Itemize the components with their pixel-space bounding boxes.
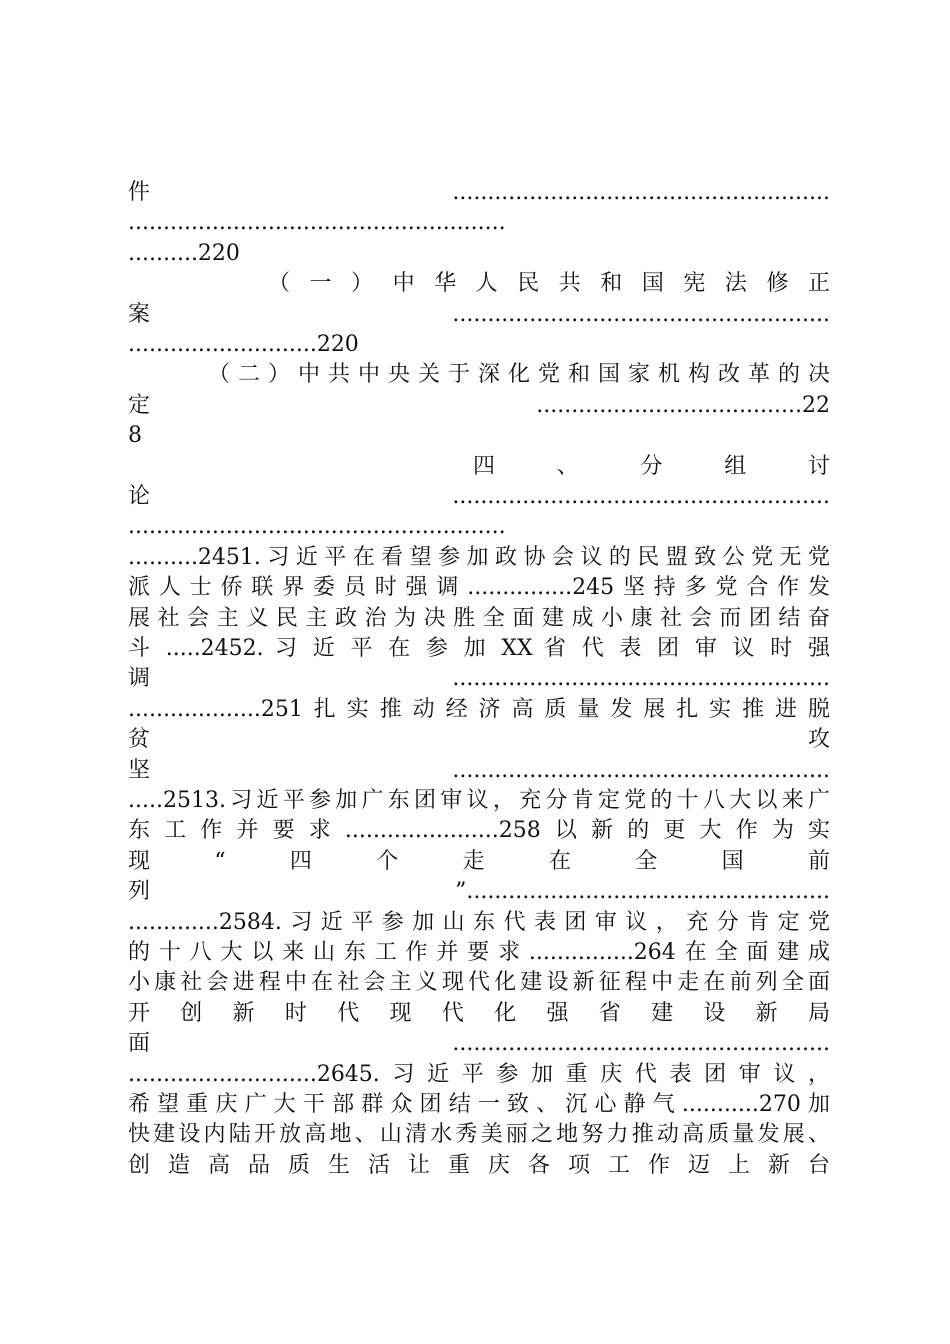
toc-line: 东工作并要求......................258以新的更大作为实 (128, 818, 830, 844)
toc-line: 件...................................................... (128, 180, 830, 205)
toc-line: ...........................220 (128, 332, 359, 357)
toc-line: 论...................................................... (128, 484, 830, 509)
toc-line: 8 (128, 423, 142, 449)
toc-line: ...........................2645.习近平参加重庆代表团审议， (128, 1061, 830, 1087)
toc-line: ...................................................... (128, 210, 506, 236)
toc-line: 斗 .....2452. 习 近 平 在 参 加 XX 省 代 表 团 审 议 时 强 (128, 636, 830, 661)
toc-line: ..........2451.习近平在看望参加政协会议的民盟致公党无党 (128, 544, 830, 570)
toc-line: 小康社会进程中在社会主义现代化建设新征程中走在前列全面 (128, 970, 830, 996)
toc-line: .....2513.习近平参加广东团审议，充分肯定党的十八大以来广 (128, 788, 830, 813)
toc-line: 贫攻 (128, 727, 830, 753)
toc-line: 创造高品质生活让重庆各项工作迈上新台 (128, 1152, 830, 1178)
toc-line: （一）中华人民共和国宪法修正 (268, 271, 830, 297)
toc-line: 现“四个走在全国前 (128, 848, 830, 874)
toc-line: 面...................................................... (128, 1031, 830, 1057)
toc-line: .............2584.习近平参加山东代表团审议，充分肯定党 (128, 909, 830, 935)
toc-line: 派人士侨联界委员时强调...............245坚持多党合作发 (128, 575, 830, 601)
toc-line: 四、分组讨 (473, 453, 830, 479)
toc-line: 案...................................................... (128, 301, 830, 327)
toc-line: 定......................................22 (128, 392, 830, 418)
toc-line: 坚...................................................... (128, 757, 830, 783)
toc-line: ...................251扎实推动经济高质量发展扎实推进脱 (128, 696, 830, 722)
toc-line: 希望重庆广大干部群众团结一致、沉心静气...........270加 (128, 1092, 830, 1117)
toc-line: ...................................................... (128, 514, 506, 540)
toc-line: （二）中共中央关于深化党和国家机构改革的决 (208, 362, 830, 388)
toc-line: 展社会主义民主政治为决胜全面建成小康社会而团结奋 (128, 605, 830, 631)
toc-line: 快建设内陆开放高地、山清水秀美丽之地努力推动高质量发展、 (128, 1122, 830, 1148)
toc-line: 的十八大以来山东工作并要求...............264在全面建成 (128, 940, 830, 965)
toc-line: ..........220 (128, 240, 240, 266)
toc-line: 调...................................................... (128, 666, 830, 692)
toc-line: 开创新时代现代化强省建设新局 (128, 1000, 830, 1026)
toc-line: 列”.................................................... (128, 879, 830, 905)
